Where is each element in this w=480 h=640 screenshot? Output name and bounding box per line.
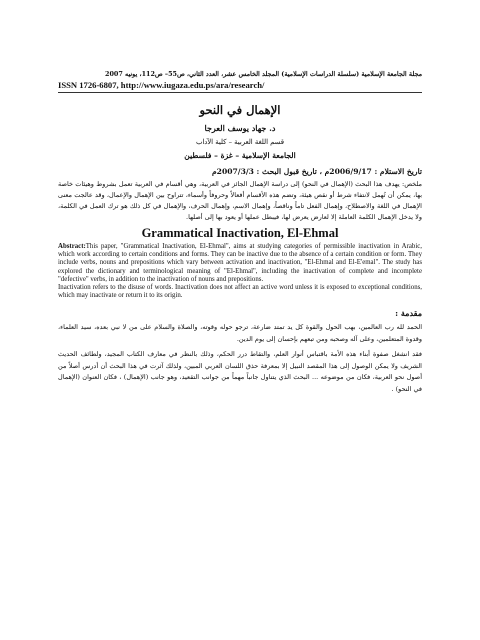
introduction-body	[58, 322, 422, 395]
arabic-title: الإهمال في النحو	[199, 103, 281, 117]
issn-line: ISSN 1726-6807, http://www.iugaza.edu.ps/ara/research/	[58, 80, 422, 93]
arabic-abstract: ملخص: يهدف هذا البحث (الإهمال في النحو) إلى دراسة الإهمال الجائز في العربية، وهي أقسام في العربية تعمل بشروط وهيئات خاصة بها، يمكن أن تُهمل لانتفاء شرط أو نقص هيئة، وتضم هذه الأقسام أفعالاً وحروفاً وأسماء، تتراوح بين الإهمال والإعمال، وقد عالجت معنى الإهمال في اللغة والاصطلاح، وإهمال الفعل تاماً وناقصاً، وإهمال الاسم، وإهمال الحرف، والإهمال في كل ذلك هو ترك العمل في الكلمة، ولا يدخل الإهمال الكلمة العاملة إلا لعارض يعرض لها، فيبطل عملها أو يعود بها إلى أصلها.	[58, 180, 422, 221]
submission-dates: تاريخ الاستلام : 2006/9/17م ، تاريخ قبول البحث : 2007/3/3م	[211, 167, 422, 176]
introduction-heading: مقدمة :	[395, 308, 422, 319]
english-abstract-p2: Inactivation refers to the disuse of words. Inactivation does not affect an active word unless it is exposed to exceptional conditions, which may inactivate or return it to its origin.	[58, 284, 422, 300]
abstract-text-1: This paper, "Grammatical Inactivation, El-Ehmal", aims at studying categories of permissible inactivation in Arabic, which work according to certain conditions and forms. They can be inactive due to the absence of a certain condition or form. They include verbs, nouns and prepositions which vary between activation and inactivation, "El-Ehmal and El-E'emal". The study has explored the dictionary and terminological meaning of "El-Ehmal", including the inactivation of complete and incomplete "defective" verbs, in addition to the inactivation of nouns and prepositions.	[58, 243, 422, 283]
introduction-paragraph-1: الحمد لله رب العالمين، بهب الحول والقوة كل يد تمتد ضارعة، ترجو حوله وقوته، والصلاة والسلام على من لا نبي بعده، سيد العلماء، وقدوة المتعلمين، وعلى آله وصحبه ومن تبعهم بإحسان إلى يوم الدين.	[58, 323, 422, 343]
introduction-paragraph-2: فقد انشغل صفوة أبناء هذه الأمة باقتباس أنوار العلم، والتقاط درر الحكم، وذلك بالنظر في معارف الكتاب المجيد، ولطائف الحديث الشريف ولا يمكن الوصول إلى هذا المقصد النبيل إلا بمعرفة حذق اللسان العربي المبين، ولذلك آثرت في هذا البحث أن أدرس أصلاً من أصول نحو العربية، فكان من موضوعه ... البحث الذي يتناول جانباً مهماً من جوانب التقعيد، وهو جانب (الإهمال) ، فكان العنوان (الإهمال في النحو) .	[58, 350, 422, 393]
journal-citation: مجلة الجامعة الإسلامية (سلسلة الدراسات الإسلامية) المجلد الخامس عشر، العدد الثاني، ص55– ص112، يونيه 2007	[105, 70, 422, 78]
english-title: Grammatical Inactivation, El-Ehmal	[141, 226, 339, 240]
author-university: الجامعة الإسلامية – غزة – فلسطين	[184, 151, 296, 160]
english-abstract	[58, 243, 422, 300]
english-abstract-p1	[58, 243, 422, 284]
abstract-label: Abstract:	[58, 243, 86, 250]
author-department: قسم اللغة العربية – كلية الآداب	[195, 138, 284, 146]
author-name: د. جهاد يوسف العرجا	[204, 123, 276, 133]
